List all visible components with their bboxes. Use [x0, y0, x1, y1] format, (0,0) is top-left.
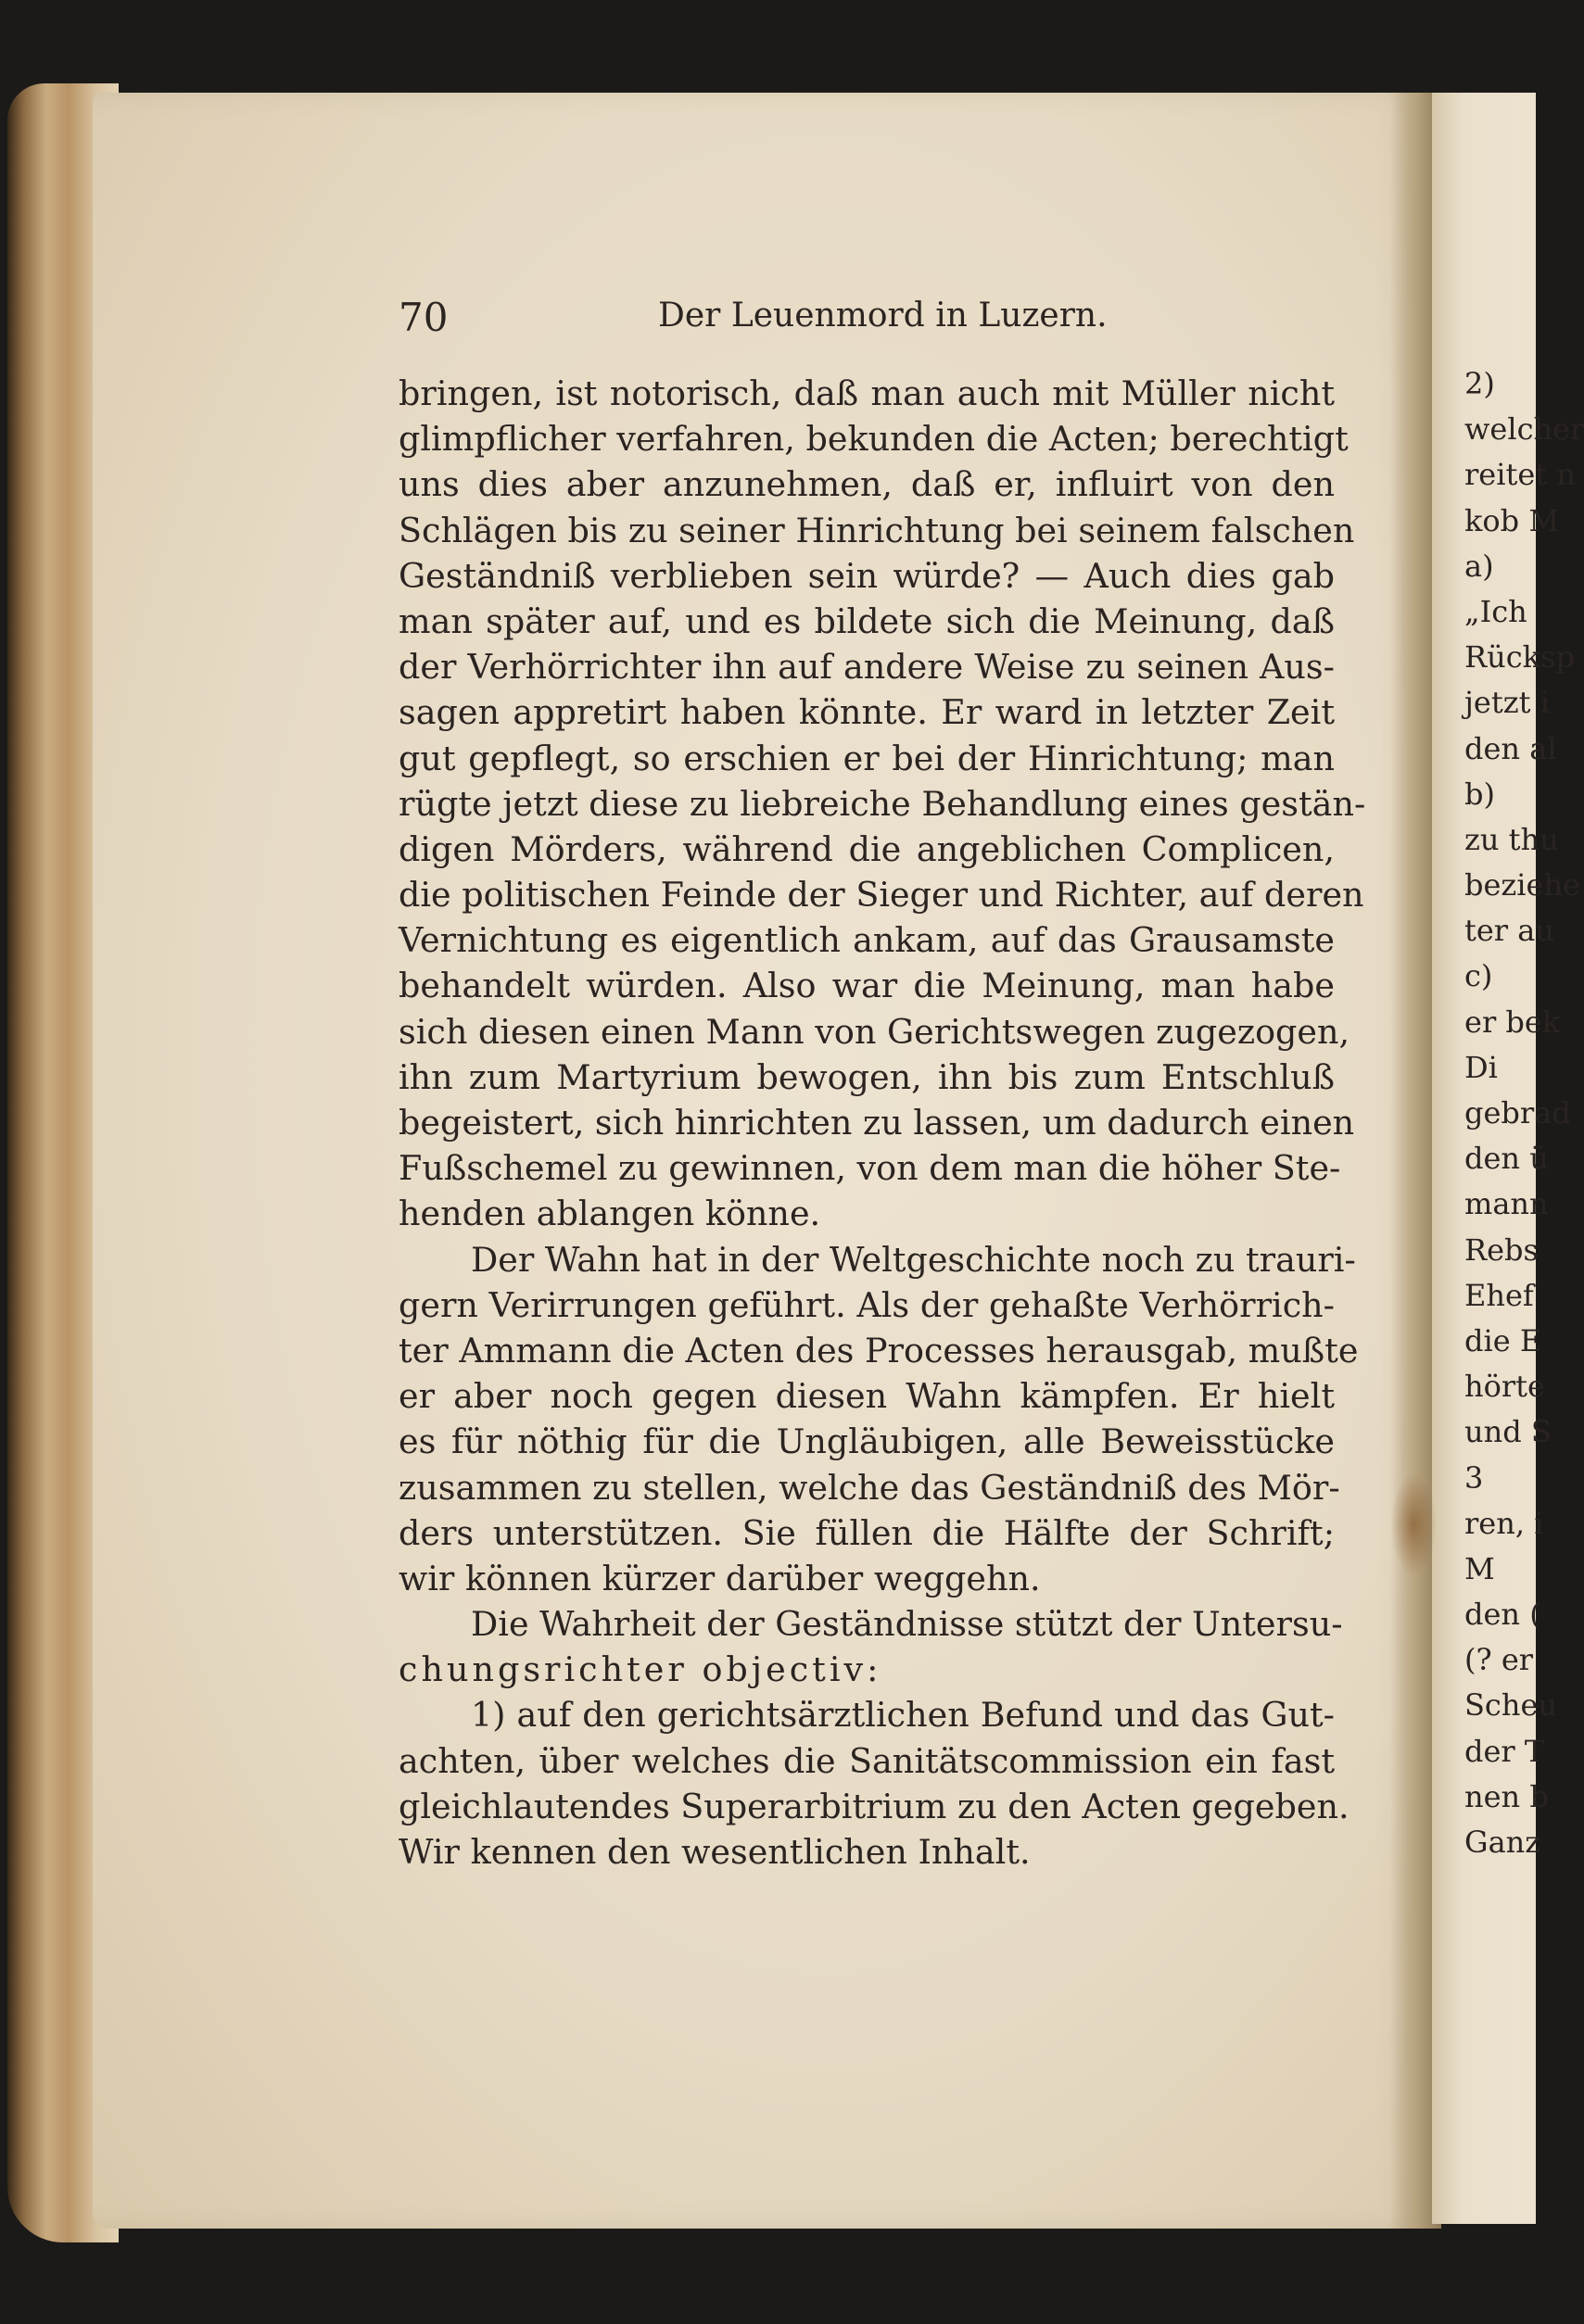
text-line: Die Wahrheit der Geständnisse stützt der Untersu-: [471, 1604, 1343, 1645]
facing-text-fragment: den al: [1464, 730, 1557, 766]
text-line: es für nöthig für die Ungläubigen, alle Beweisstücke: [399, 1421, 1335, 1462]
facing-text-fragment: a): [1464, 548, 1494, 584]
text-line: gleichlautendes Superarbitrium zu den Acten gegeben.: [399, 1786, 1350, 1826]
facing-text-fragment: c): [1464, 958, 1493, 994]
facing-text-fragment: 3: [1464, 1459, 1484, 1496]
facing-text-fragment: er bek: [1464, 1004, 1561, 1040]
facing-text-fragment: ren, i: [1464, 1505, 1544, 1541]
facing-text-fragment: und S: [1464, 1414, 1552, 1450]
text-line: Wir kennen den wesentlichen Inhalt.: [399, 1832, 1031, 1872]
text-line: man später auf, und es bildete sich die Meinung, daß: [399, 600, 1335, 641]
text-line: Vernichtung es eigentlich ankam, auf das Grausamste: [399, 920, 1335, 961]
text-line: begeistert, sich hinrichten zu lassen, um dadurch einen: [399, 1103, 1355, 1143]
text-line: bringen, ist notorisch, daß man auch mit Müller nicht: [399, 373, 1335, 413]
text-line: ders unterstützen. Sie füllen die Hälfte der Schrift;: [399, 1512, 1335, 1553]
text-line: Geständniß verblieben sein würde? — Auch dies gab: [399, 555, 1335, 596]
text-line: die politischen Feinde der Sieger und Richter, auf deren: [399, 875, 1364, 916]
text-line: wir können kürzer darüber weggehn.: [399, 1558, 1041, 1598]
text-line: der Verhörrichter ihn auf andere Weise zu seinen Aus-: [399, 647, 1335, 688]
facing-text-fragment: Rücksp: [1464, 639, 1575, 676]
text-line: er aber noch gegen diesen Wahn kämpfen. Er hielt: [399, 1376, 1335, 1417]
text-line: sagen appretirt haben könnte. Er ward in letzter Zeit: [399, 692, 1335, 733]
facing-text-fragment: Ehef: [1464, 1277, 1534, 1313]
text-line: Fußschemel zu gewinnen, von dem man die höher Ste-: [399, 1148, 1341, 1189]
facing-text-fragment: Rebs: [1464, 1231, 1539, 1268]
text-line: achten, über welches die Sanitätscommission ein fast: [399, 1740, 1335, 1781]
facing-text-fragment: gebrad: [1464, 1095, 1571, 1130]
facing-text-fragment: hörte: [1464, 1369, 1545, 1405]
facing-text-fragment: Di: [1464, 1049, 1498, 1085]
page-number: 70: [399, 295, 449, 340]
facing-text-fragment: kob M: [1464, 502, 1560, 538]
text-line: 1) auf den gerichtsärztlichen Befund und das Gut-: [471, 1695, 1335, 1736]
facing-text-fragment: die E: [1464, 1322, 1542, 1358]
facing-text-fragment: reitet n: [1464, 457, 1576, 493]
text-line: behandelt würden. Also war die Meinung, man habe: [399, 966, 1335, 1006]
facing-text-fragment: (? er: [1464, 1642, 1534, 1678]
facing-text-fragment: welcher: [1464, 411, 1584, 448]
facing-text-fragment: Scheu: [1464, 1687, 1557, 1724]
facing-text-fragment: den (: [1464, 1597, 1541, 1633]
text-line: gut gepflegt, so erschien er bei der Hinrichtung; man: [399, 738, 1335, 778]
text-line: glimpflicher verfahren, bekunden die Acten; berechtigt: [399, 419, 1349, 460]
facing-page-text: [1464, 361, 1584, 1865]
facing-text-fragment: ter au: [1464, 913, 1554, 949]
facing-text-fragment: 2): [1464, 366, 1495, 401]
text-line: sich diesen einen Mann von Gerichtswegen zugezogen,: [399, 1011, 1350, 1052]
facing-text-fragment: M: [1464, 1550, 1495, 1586]
text-line: digen Mörders, während die angeblichen Complicen,: [399, 828, 1335, 869]
text-line: gern Verirrungen geführt. Als der gehaßte Verhörrich-: [399, 1284, 1335, 1325]
facing-text-fragment: der T: [1464, 1733, 1545, 1769]
facing-text-fragment: mann: [1464, 1186, 1549, 1222]
facing-text-fragment: beziehe: [1464, 867, 1580, 903]
facing-text-fragment: zu thu: [1464, 821, 1559, 857]
text-line: Der Wahn hat in der Weltgeschichte noch zu trauri-: [471, 1239, 1356, 1280]
text-line: henden ablangen könne.: [399, 1194, 821, 1234]
text-line: rügte jetzt diese zu liebreiche Behandlung eines gestän-: [399, 783, 1366, 824]
facing-text-fragment: den ü: [1464, 1141, 1549, 1177]
text-line: uns dies aber anzunehmen, daß er, influirt von den: [399, 464, 1335, 505]
text-line: zusammen zu stellen, welche das Geständniß des Mör-: [399, 1467, 1340, 1508]
page-stain: [1390, 1473, 1437, 1575]
running-title: Der Leuenmord in Luzern.: [658, 297, 1108, 335]
facing-text-fragment: „Ich: [1464, 593, 1527, 629]
text-line: Schlägen bis zu seiner Hinrichtung bei seinem falschen: [399, 510, 1355, 550]
facing-text-fragment: jetzt i: [1464, 685, 1550, 721]
text-line: chungsrichter objectiv:: [399, 1649, 882, 1690]
facing-text-fragment: b): [1464, 776, 1495, 812]
facing-text-fragment: Ganz: [1464, 1825, 1541, 1860]
body-text: [399, 371, 1366, 1875]
facing-text-fragment: nen b: [1464, 1778, 1549, 1814]
text-line: ihn zum Martyrium bewogen, ihn bis zum Entschluß: [399, 1056, 1335, 1097]
text-line: ter Ammann die Acten des Processes herausgab, mußte: [399, 1330, 1359, 1370]
